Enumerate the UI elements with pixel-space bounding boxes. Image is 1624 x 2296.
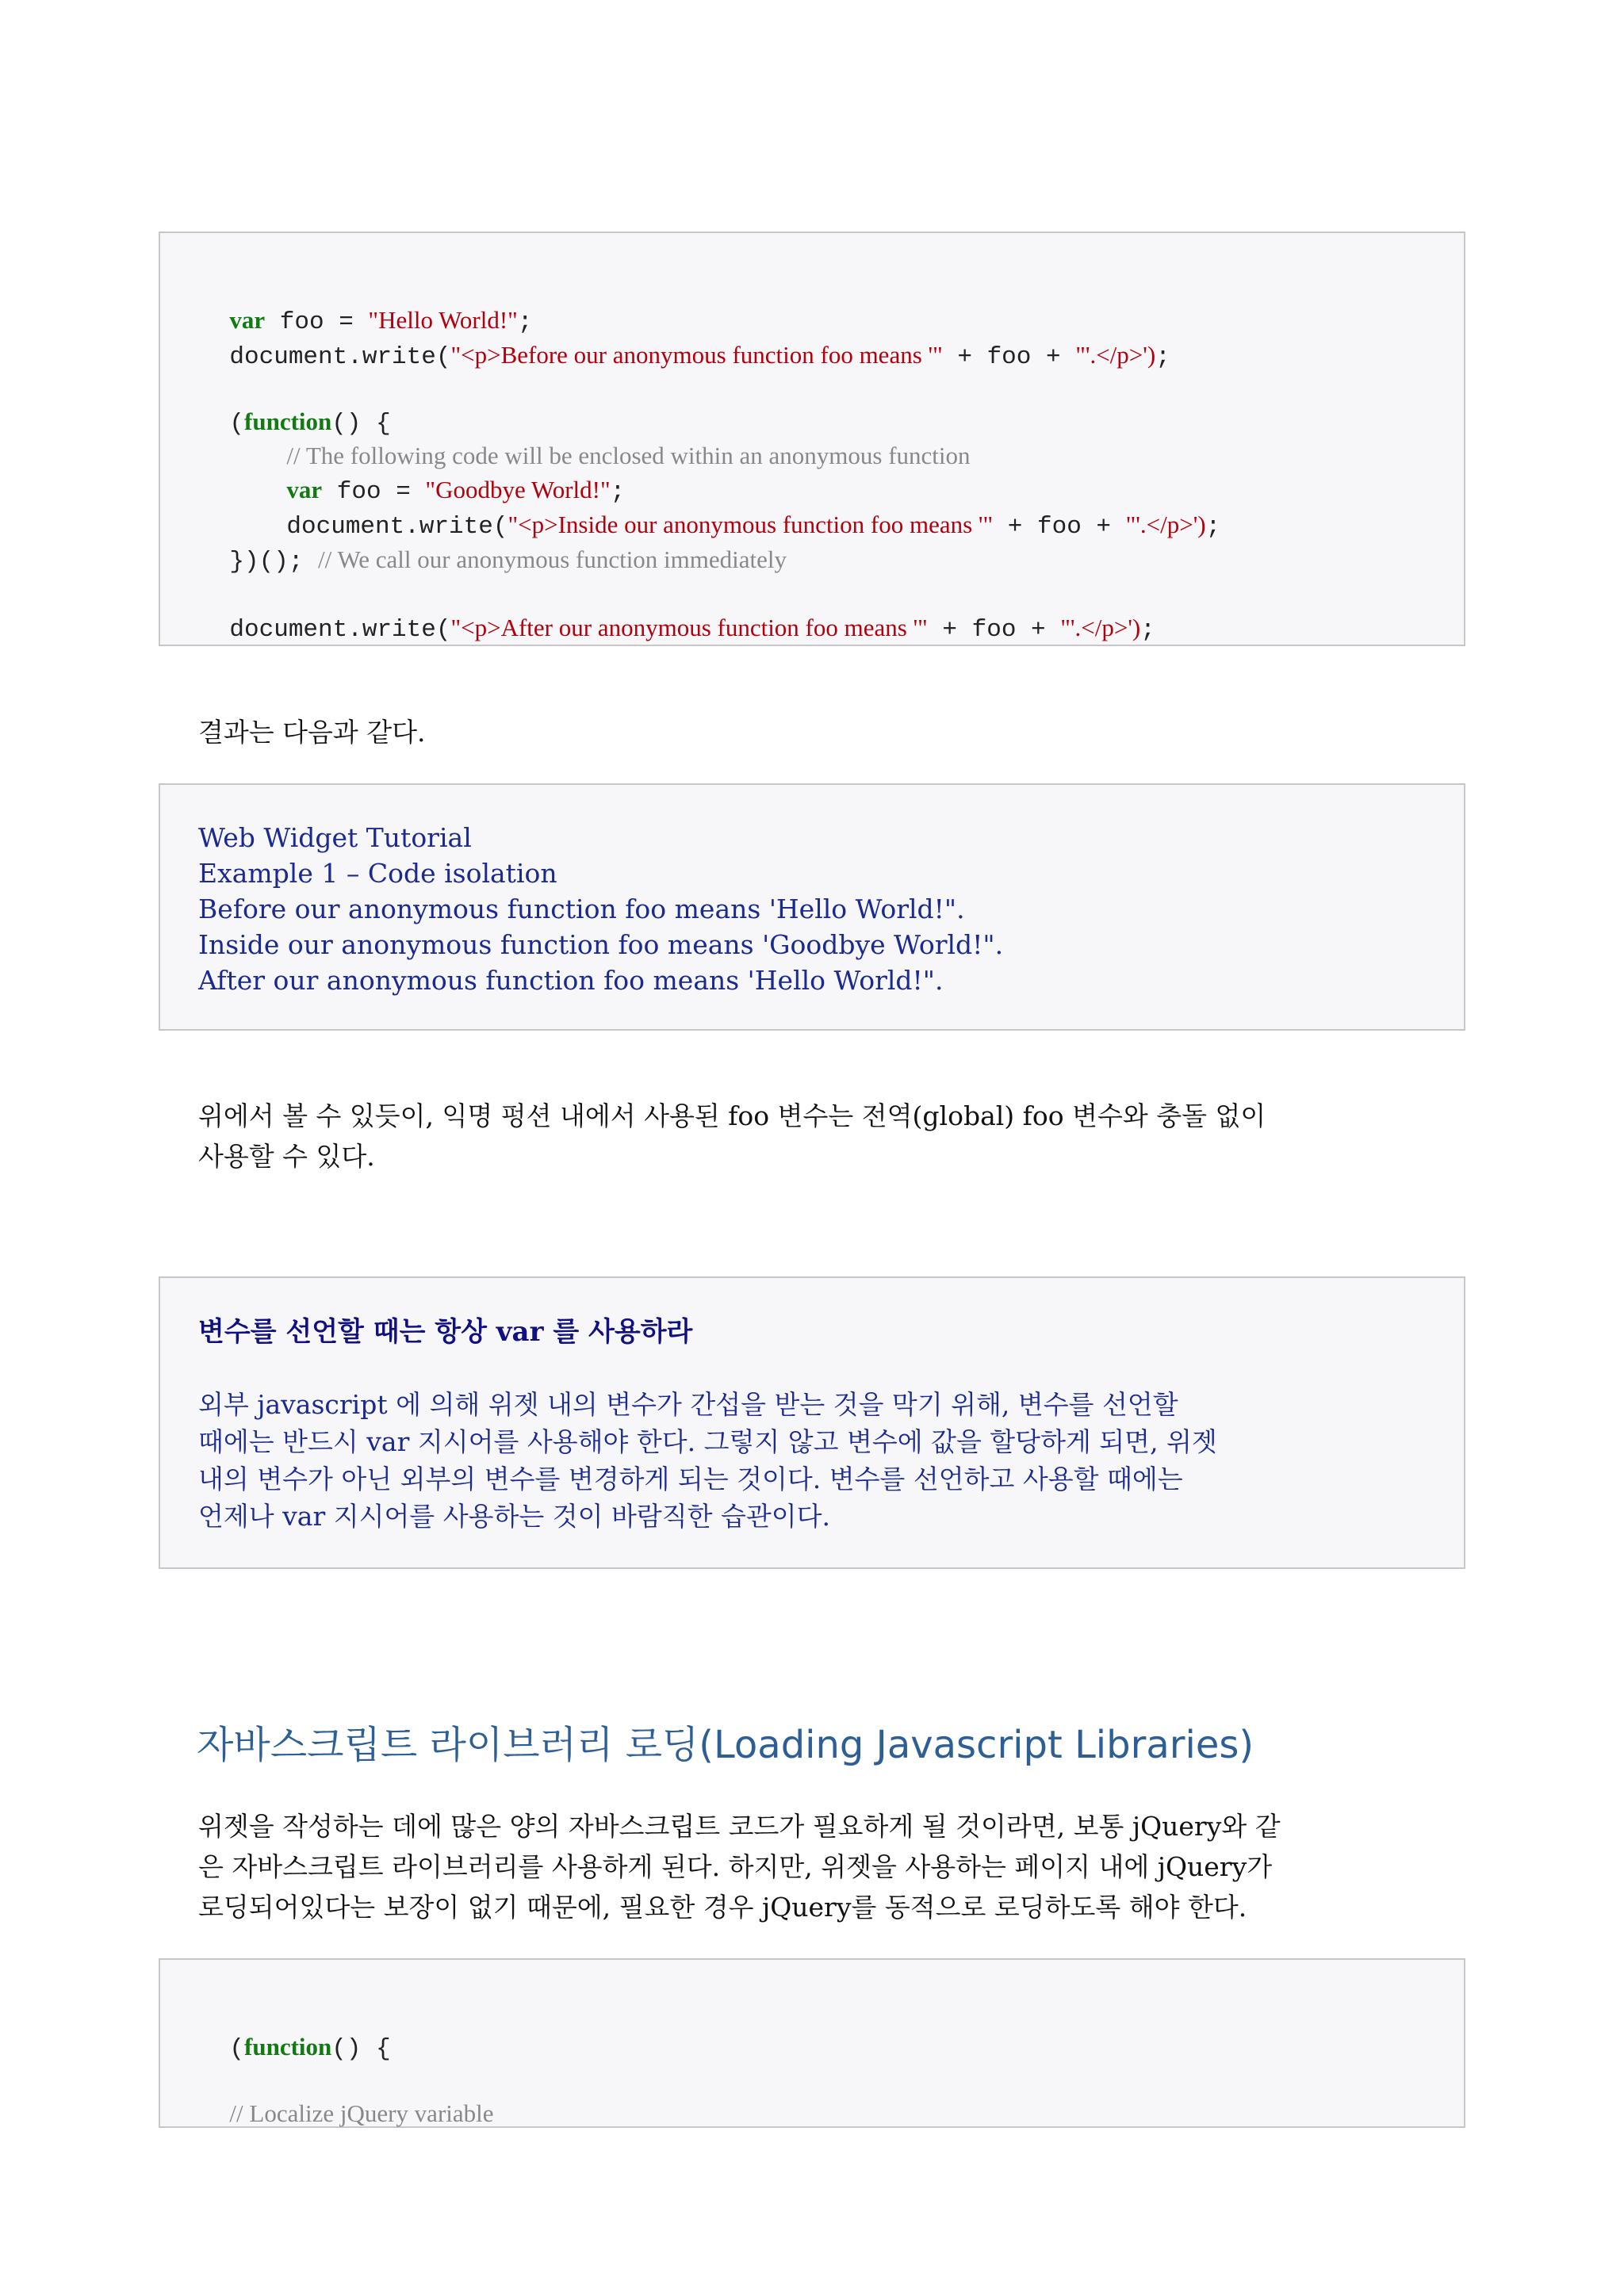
code-string: "Hello World!" (368, 306, 518, 334)
section-heading: 자바스크립트 라이브러리 로딩(Loading Javascript Libraries) (197, 1723, 1254, 1767)
note-line: 때에는 반드시 var 지시어를 사용해야 한다. 그렇지 않고 변수에 값을 할당하게 되면, 위젯 (198, 1426, 1217, 1457)
code-text: + foo + (942, 343, 1076, 371)
code-text: ( (229, 2035, 245, 2063)
note-title: 변수를 선언할 때는 항상 var 를 사용하라 (198, 1316, 693, 1348)
output-line: Example 1 – Code isolation (198, 858, 557, 889)
code-block-jquery (159, 1958, 1465, 2128)
code-block-anonymous-function (159, 232, 1465, 646)
code-string: "<p>After our anonymous function foo means '" (450, 614, 928, 641)
code-line (198, 2061, 494, 2166)
code-text: foo = (322, 478, 426, 506)
code-text: })(); (229, 548, 319, 576)
code-string: "Goodbye World!" (425, 476, 611, 503)
note-line: 외부 javascript 에 의해 위젯 내의 변수가 간섭을 받는 것을 막기 위해, 변수를 선언할 (198, 1389, 1178, 1420)
code-text: document.write( (229, 616, 451, 644)
code-keyword: var (286, 476, 323, 503)
result-intro: 결과는 다음과 같다. (198, 717, 426, 748)
code-keyword: function (244, 2033, 332, 2061)
code-string: "<p>Before our anonymous function foo means '" (450, 341, 943, 369)
code-string: "'.</p>') (1060, 614, 1141, 641)
explanation-line: 위에서 볼 수 있듯이, 익명 펑션 내에서 사용된 foo 변수는 전역(global) foo 변수와 충돌 없이 (198, 1100, 1266, 1131)
code-comment: // We call our anonymous function immediately (318, 545, 787, 573)
code-text: ; (1155, 343, 1170, 371)
code-text: () { (331, 410, 391, 438)
code-comment: // Localize jQuery variable (229, 2099, 494, 2127)
code-text: ; (610, 478, 626, 506)
code-text: + foo + (993, 513, 1126, 541)
code-text: () { (331, 2035, 391, 2063)
code-text: ; (1140, 616, 1155, 644)
code-comment: // The following code will be enclosed within an anonymous function (286, 442, 971, 469)
section-paragraph-line: 은 자바스크립트 라이브러리를 사용하게 된다. 하지만, 위젯을 사용하는 페이지 내에 jQuery가 (198, 1851, 1273, 1882)
output-line: Web Widget Tutorial (198, 822, 472, 853)
code-text: + foo + (927, 616, 1061, 644)
note-line: 언제나 var 지시어를 사용하는 것이 바람직한 습관이다. (198, 1501, 830, 1532)
code-string: "'.</p>') (1075, 341, 1156, 369)
output-line: After our anonymous function foo means 'Hello World!". (198, 965, 944, 996)
explanation-line: 사용할 수 있다. (198, 1141, 375, 1172)
code-string: "<p>Inside our anonymous function foo means '" (508, 511, 994, 538)
section-paragraph-line: 로딩되어있다는 보장이 없기 때문에, 필요한 경우 jQuery를 동적으로 로딩하도록 해야 한다. (198, 1892, 1247, 1923)
code-text: document.write( (286, 513, 508, 541)
code-text: foo = (265, 308, 369, 336)
code-text: ( (229, 410, 245, 438)
note-box (159, 1276, 1465, 1569)
output-line: Before our anonymous function foo means 'Hello World!". (198, 894, 965, 924)
code-string: "'.</p>') (1125, 511, 1206, 538)
output-line: Inside our anonymous function foo means 'Goodbye World!". (198, 929, 1004, 960)
code-keyword: function (244, 408, 332, 435)
code-text: ; (517, 308, 533, 336)
code-text: document.write( (229, 343, 451, 371)
code-keyword: var (229, 306, 266, 334)
code-line (198, 576, 1155, 683)
code-text: ; (1205, 513, 1221, 541)
section-paragraph-line: 위젯을 작성하는 데에 많은 양의 자바스크립트 코드가 필요하게 될 것이라면, 보통 jQuery와 같 (198, 1811, 1281, 1842)
output-block (159, 783, 1465, 1031)
note-line: 내의 변수가 아닌 외부의 변수를 변경하게 되는 것이다. 변수를 선언하고 사용할 때에는 (198, 1464, 1183, 1494)
